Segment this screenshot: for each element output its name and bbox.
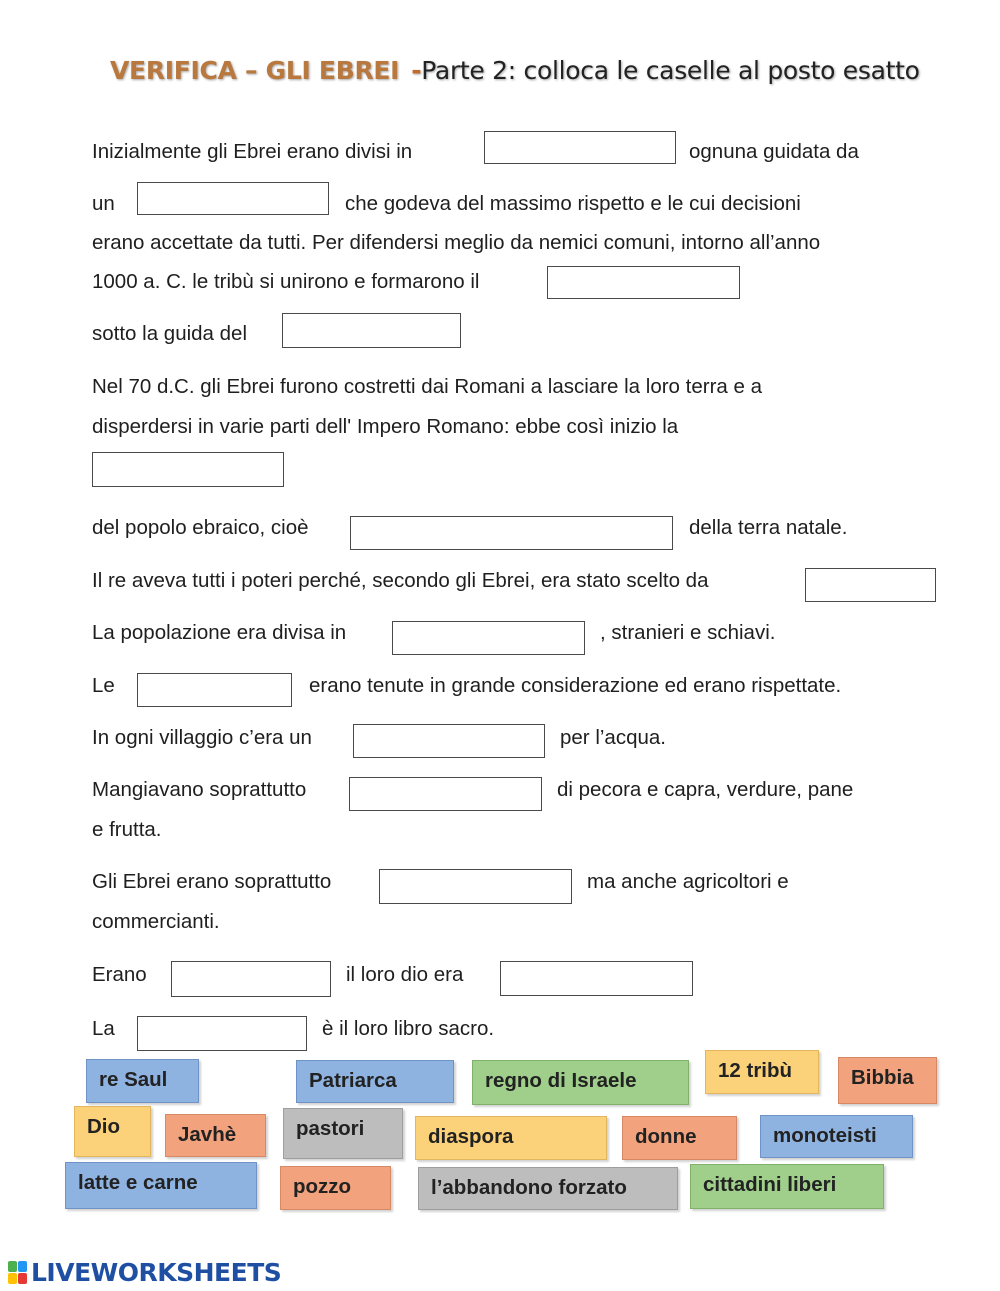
chip-re-saul[interactable]: re Saul <box>86 1059 199 1103</box>
answer-blank-12[interactable] <box>379 869 572 904</box>
page-title <box>110 56 920 85</box>
text-line: Il re aveva tutti i poteri perché, secondo gli Ebrei, era stato scelto da <box>92 569 709 592</box>
text-line: In ogni villaggio c’era un <box>92 726 312 749</box>
text-line: della terra natale. <box>689 516 848 539</box>
text-line: 1000 a. C. le tribù si unirono e formarono il <box>92 270 480 293</box>
text-line: disperdersi in varie parti dell' Impero Romano: ebbe così inizio la <box>92 415 679 438</box>
text-line: erano accettate da tutti. Per difendersi meglio da nemici comuni, intorno all’anno <box>92 231 821 254</box>
chip-regno-di-israele[interactable]: regno di Israele <box>472 1060 689 1105</box>
logo-text: LIVEWORKSHEETS <box>31 1258 282 1287</box>
chip-bibbia[interactable]: Bibbia <box>838 1057 937 1104</box>
text-line: erano tenute in grande considerazione ed erano rispettate. <box>309 674 842 697</box>
text-line: che godeva del massimo rispetto e le cui decisioni <box>345 192 801 215</box>
chip-latte-e-carne[interactable]: latte e carne <box>65 1162 257 1209</box>
text-line: sotto la guida del <box>92 322 248 345</box>
text-line: è il loro libro sacro. <box>322 1017 495 1040</box>
chip-donne[interactable]: donne <box>622 1116 737 1160</box>
text-line: Gli Ebrei erano soprattutto <box>92 870 332 893</box>
chip-dio[interactable]: Dio <box>74 1106 151 1157</box>
text-line: e frutta. <box>92 818 162 841</box>
answer-blank-1[interactable] <box>484 131 676 164</box>
title-subtitle: Parte 2: colloca le caselle al posto esatto <box>421 56 920 85</box>
chip-patriarca[interactable]: Patriarca <box>296 1060 454 1103</box>
text-line: Inizialmente gli Ebrei erano divisi in <box>92 140 413 163</box>
logo-icon <box>8 1261 28 1285</box>
answer-blank-14[interactable] <box>500 961 693 996</box>
title-dash: - <box>411 56 422 85</box>
text-line: un <box>92 192 115 215</box>
chip-12-tribu[interactable]: 12 tribù <box>705 1050 819 1094</box>
answer-blank-5[interactable] <box>92 452 284 487</box>
text-line: Mangiavano soprattutto <box>92 778 307 801</box>
text-line: di pecora e capra, verdure, pane <box>557 778 854 801</box>
text-line: ma anche agricoltori e <box>587 870 789 893</box>
answer-blank-8[interactable] <box>392 621 585 655</box>
answer-blank-2[interactable] <box>137 182 329 215</box>
answer-blank-13[interactable] <box>171 961 331 997</box>
answer-blank-11[interactable] <box>349 777 542 811</box>
chip-pozzo[interactable]: pozzo <box>280 1166 391 1210</box>
answer-blank-9[interactable] <box>137 673 292 707</box>
title-main: VERIFICA – GLI EBREI <box>110 56 400 85</box>
text-line: per l’acqua. <box>560 726 666 749</box>
text-line: il loro dio era <box>346 963 464 986</box>
answer-blank-4[interactable] <box>282 313 461 348</box>
answer-blank-3[interactable] <box>547 266 740 299</box>
text-line: Erano <box>92 963 147 986</box>
answer-blank-15[interactable] <box>137 1016 307 1051</box>
chip-diaspora[interactable]: diaspora <box>415 1116 607 1160</box>
chip-javhe[interactable]: Javhè <box>165 1114 266 1157</box>
answer-blank-7[interactable] <box>805 568 936 602</box>
chip-pastori[interactable]: pastori <box>283 1108 403 1159</box>
text-line: ognuna guidata da <box>689 140 859 163</box>
text-line: Nel 70 d.C. gli Ebrei furono costretti dai Romani a lasciare la loro terra e a <box>92 375 762 398</box>
text-line: La popolazione era divisa in <box>92 621 347 644</box>
text-line: del popolo ebraico, cioè <box>92 516 309 539</box>
liveworksheets-logo <box>8 1258 281 1287</box>
text-line: Le <box>92 674 115 697</box>
text-line: , stranieri e schiavi. <box>600 621 776 644</box>
chip-monoteisti[interactable]: monoteisti <box>760 1115 913 1158</box>
text-line: commercianti. <box>92 910 220 933</box>
chip-abbandono-forzato[interactable]: l’abbandono forzato <box>418 1167 678 1210</box>
chip-cittadini-liberi[interactable]: cittadini liberi <box>690 1164 884 1209</box>
answer-blank-6[interactable] <box>350 516 673 550</box>
answer-blank-10[interactable] <box>353 724 545 758</box>
text-line: La <box>92 1017 115 1040</box>
